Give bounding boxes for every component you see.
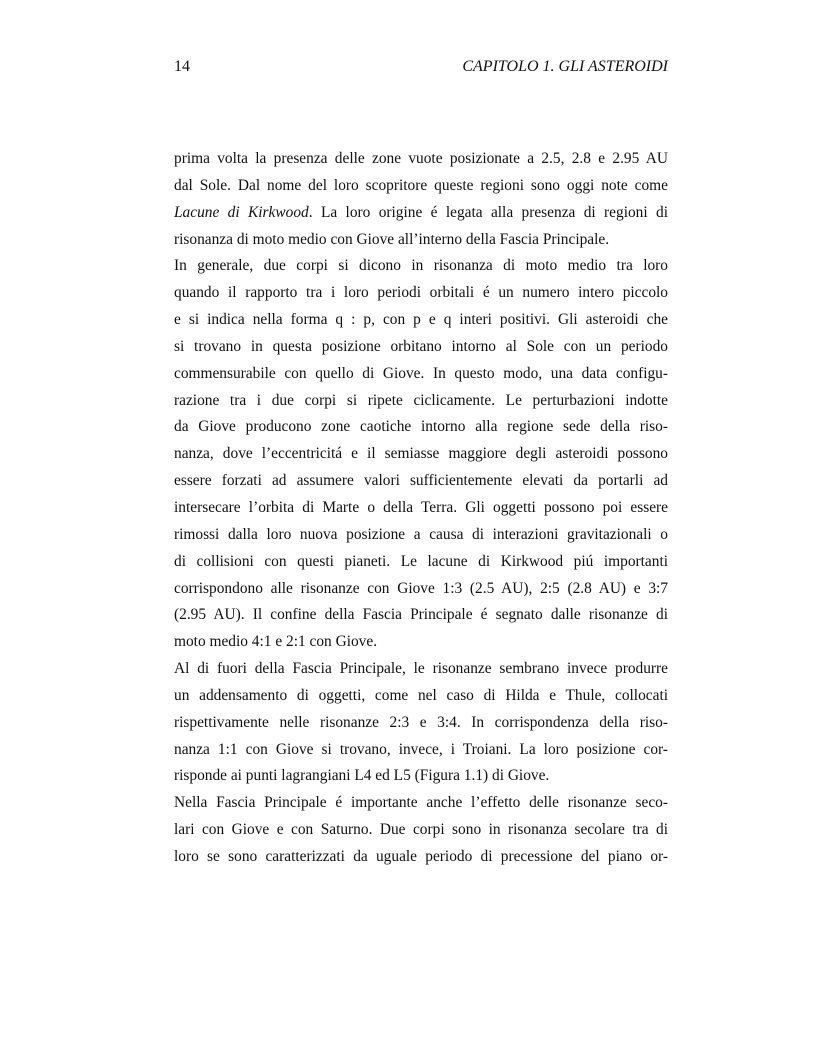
text-line: prima volta la presenza delle zone vuote posizionate a 2.5, 2.8 e 2.95 AU (174, 150, 668, 167)
text-line (174, 200, 668, 227)
text-line: e si indica nella forma q : p, con p e q interi positivi. Gli asteroidi che (174, 311, 668, 329)
page-header (174, 58, 668, 80)
text-line: si trovano in questa posizione orbitano intorno al Sole con un periodo (174, 337, 668, 355)
text-line: risponde ai punti lagrangiani L4 ed L5 (Figura 1.1) di Giove. (174, 767, 550, 785)
text-line: rispettivamente nelle risonanze 2:3 e 3:4. In corrispondenza della riso- (174, 713, 668, 731)
text-line: quando il rapporto tra i loro periodi orbitali é un numero intero piccolo (174, 284, 668, 302)
body-text (174, 146, 668, 871)
text-span: . La loro origine é legata alla presenza di regioni di (308, 203, 668, 221)
text-line: Nella Fascia Principale é importante anche l’effetto delle risonanze seco- (174, 794, 668, 812)
text-line: corrispondono alle risonanze con Giove 1:3 (2.5 AU), 2:5 (2.8 AU) e 3:7 (174, 579, 668, 597)
text-line: risonanza di moto medio con Giove all’interno della Fascia Principale. (174, 230, 610, 248)
text-line: nanza 1:1 con Giove si trovano, invece, i Troiani. La loro posizione cor- (174, 740, 668, 758)
text-line: da Giove producono zone caotiche intorno alla regione sede della riso- (174, 418, 668, 436)
text-line: (2.95 AU). Il confine della Fascia Principale é segnato dalle risonanze di (174, 606, 668, 624)
text-line: Al di fuori della Fascia Principale, le risonanze sembrano invece produrre (174, 660, 668, 678)
text-line: In generale, due corpi si dicono in risonanza di moto medio tra loro (174, 257, 668, 275)
text-line: un addensamento di oggetti, come nel caso di Hilda e Thule, collocati (174, 686, 668, 704)
text-line: essere forzati ad assumere valori sufficientemente elevati da portarli ad (174, 472, 668, 490)
text-line: moto medio 4:1 e 2:1 con Giove. (174, 633, 378, 651)
text-line: lari con Giove e con Saturno. Due corpi sono in risonanza secolare tra di (174, 821, 668, 839)
text-line: dal Sole. Dal nome del loro scopritore queste regioni sono oggi note come (174, 176, 668, 194)
page-number: 14 (174, 58, 190, 75)
text-line: di collisioni con questi pianeti. Le lacune di Kirkwood piú importanti (174, 552, 668, 570)
term-italic: Lacune di Kirkwood (174, 203, 309, 221)
text-line: commensurabile con quello di Giove. In questo modo, una data configu- (174, 364, 668, 382)
text-line: nanza, dove l’eccentricitá e il semiasse maggiore degli asteroidi possono (174, 445, 668, 463)
text-line: razione tra i due corpi si ripete ciclicamente. Le perturbazioni indotte (174, 391, 668, 409)
running-title: CAPITOLO 1. GLI ASTEROIDI (462, 58, 668, 75)
text-line: rimossi dalla loro nuova posizione a causa di interazioni gravitazionali o (174, 525, 668, 543)
text-line: loro se sono caratterizzati da uguale periodo di precessione del piano or- (174, 847, 668, 865)
text-line: intersecare l’orbita di Marte o della Terra. Gli oggetti possono poi essere (174, 498, 668, 516)
